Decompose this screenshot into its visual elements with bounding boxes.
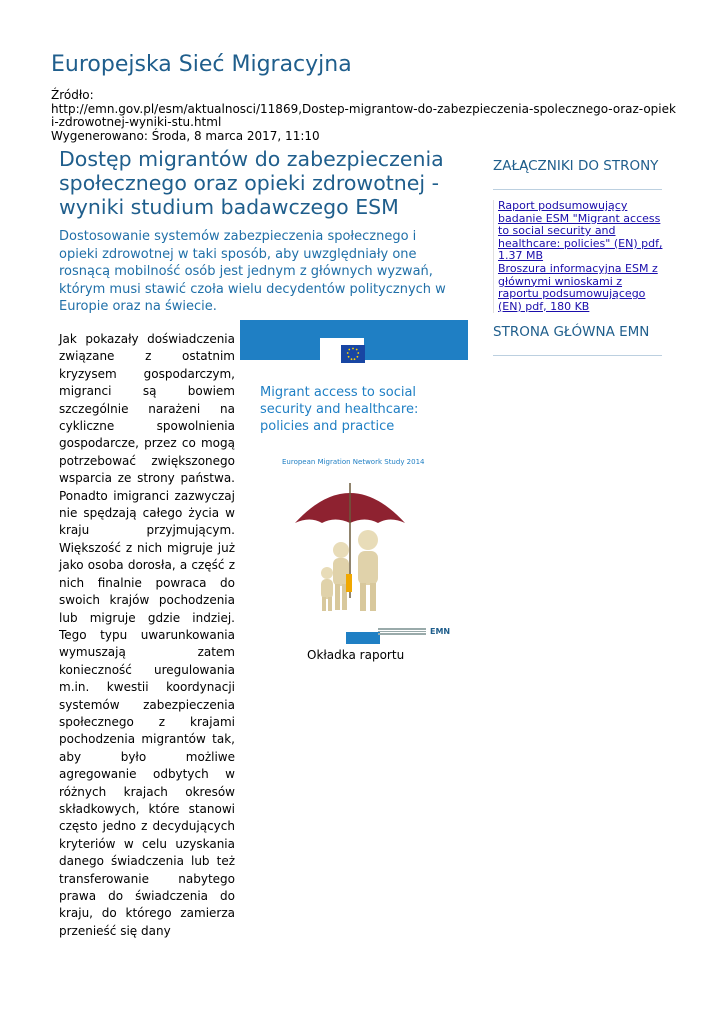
generated-date: Wygenerowano: Środa, 8 marca 2017, 11:10	[51, 128, 320, 143]
emn-logo: EMN	[430, 627, 451, 636]
attachments-heading: ZAŁĄCZNIKI DO STRONY	[493, 158, 659, 174]
report-cover-image	[240, 320, 468, 646]
european-commission-logo	[320, 338, 364, 368]
page-meta	[51, 89, 676, 143]
cover-caption: Okładka raportu	[307, 648, 405, 662]
cover-subtitle: European Migration Network Study 2014	[282, 458, 425, 466]
cover-footer-logo	[346, 632, 380, 644]
source-label: Źródło:	[51, 88, 94, 102]
body-paragraph: Jak pokazały doświadczenia związane z ostatnim kryzysem gospodarczym, migranci są bowiem szczególnie narażeni na cykliczne spowolnienia gospodarcze, przez co mogą potrzebować zwiększonego wsparcia ze strony państwa. Ponadto imigranci zazwyczaj nie spędzają całego życia w kraju przyjmującym. Większość z nich migruje już jako osoba dorosła, a część z nich finalnie powraca do swoich krajów pochodzenia lub migruje gdzie indziej. Tego typu uwarunkowania wymuszają zatem konieczność uregulowania m.in. kwestii koordynacji systemów zabezpieczenia społecznego z krajami pochodzenia migrantów tak, aby było możliwe agregowanie odbytych w różnych krajach okresów składkowych, które stanowi często jedno z decydujących kryteriów w celu uzyskania danego świadczenia lub też transferowanie nabytego prawa do świadczenia do kraju, do którego zamierza przenieść się dany	[59, 332, 235, 938]
eu-flag-icon	[341, 345, 365, 363]
home-divider	[493, 355, 662, 356]
article-lead: Dostosowanie systemów zabezpieczenia społecznego i opieki zdrowotnej w taki sposób, aby uwzględniały one rosnącą mobilność osób jest jednym z głównych wyzwań, którym musi stawić czoła wielu decydentów politycznych w Europie oraz na świecie.	[59, 229, 446, 314]
attachments-divider	[493, 189, 662, 190]
attachments-list	[493, 200, 666, 313]
home-link[interactable]: STRONA GŁÓWNA EMN	[493, 324, 650, 340]
article-title: Dostęp migrantów do zabezpieczenia społecznego oraz opieki zdrowotnej - wyniki studium badawczego ESM	[59, 147, 444, 219]
site-title: Europejska Sieć Migracyjna	[51, 52, 352, 77]
attachment-link-brochure[interactable]: Broszura informacyjna ESM z głównymi wnioskami z raportu podsumowującego (EN) pdf, 180 KB	[498, 261, 658, 313]
cover-footnote	[378, 628, 426, 638]
article-body	[59, 331, 235, 940]
attachment-link-report[interactable]: Raport podsumowujący badanie ESM "Migrant access to social security and healthcare: policies" (EN) pdf, 1.37 MB	[498, 199, 663, 263]
source-url: http://emn.gov.pl/esm/aktualnosci/11869,Dostep-migrantow-do-zabezpieczenia-spolecznego-oraz-opieki-zdrowotnej-wyniki-stu.html	[51, 101, 676, 129]
umbrella-family-illustration	[290, 478, 410, 618]
cover-title: Migrant access to social security and healthcare: policies and practice	[260, 385, 419, 434]
